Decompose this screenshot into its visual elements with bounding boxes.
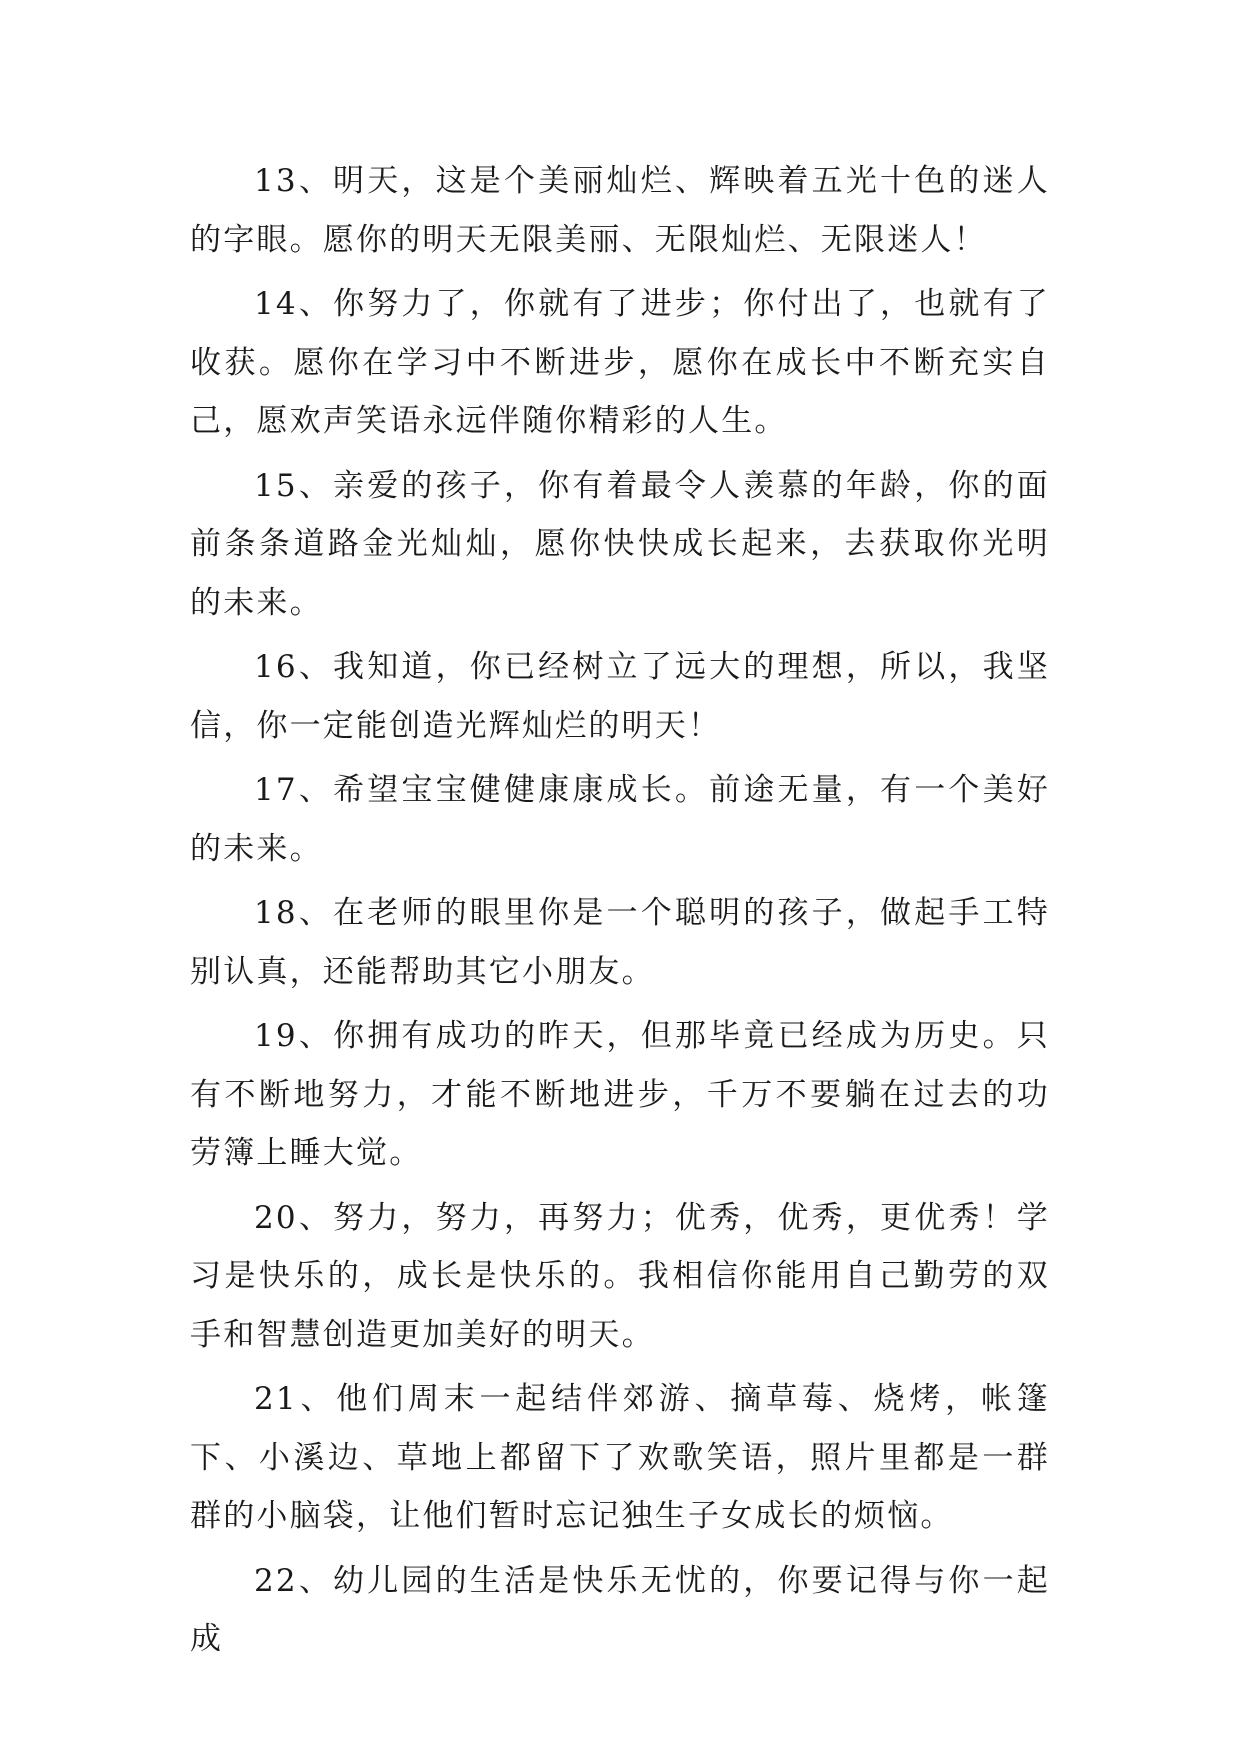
document-body	[190, 152, 1050, 1675]
paragraph-13: 13、明天，这是个美丽灿烂、辉映着五光十色的迷人的字眼。愿你的明天无限美丽、无限灿烂、无限迷人！	[190, 163, 1050, 258]
paragraph-15: 15、亲爱的孩子，你有着最令人羡慕的年龄，你的面前条条道路金光灿灿，愿你快快成长起来，去获取你光明的未来。	[190, 467, 1050, 621]
paragraph-21: 21、他们周末一起结伴郊游、摘草莓、烧烤，帐篷下、小溪边、草地上都留下了欢歌笑语，照片里都是一群群的小脑袋，让他们暂时忘记独生子女成长的烦恼。	[190, 1381, 1050, 1534]
paragraph-18: 18、在老师的眼里你是一个聪明的孩子，做起手工特别认真，还能帮助其它小朋友。	[190, 895, 1050, 990]
paragraph-20: 20、努力，努力，再努力；优秀，优秀，更优秀！学习是快乐的，成长是快乐的。我相信你能用自己勤劳的双手和智慧创造更加美好的明天。	[190, 1199, 1050, 1353]
paragraph-14: 14、你努力了，你就有了进步；你付出了，也就有了收获。愿你在学习中不断进步，愿你在成长中不断充实自己，愿欢声笑语永远伴随你精彩的人生。	[190, 286, 1050, 439]
paragraph-19: 19、你拥有成功的昨天，但那毕竟已经成为历史。只有不断地努力，才能不断地进步，千万不要躺在过去的功劳簿上睡大觉。	[190, 1018, 1050, 1171]
paragraph-17: 17、希望宝宝健健康康成长。前途无量，有一个美好的未来。	[190, 772, 1050, 867]
paragraph-16: 16、我知道，你已经树立了远大的理想，所以，我坚信，你一定能创造光辉灿烂的明天！	[190, 649, 1050, 744]
paragraph-22: 22、幼儿园的生活是快乐无忧的，你要记得与你一起成	[190, 1562, 1050, 1657]
